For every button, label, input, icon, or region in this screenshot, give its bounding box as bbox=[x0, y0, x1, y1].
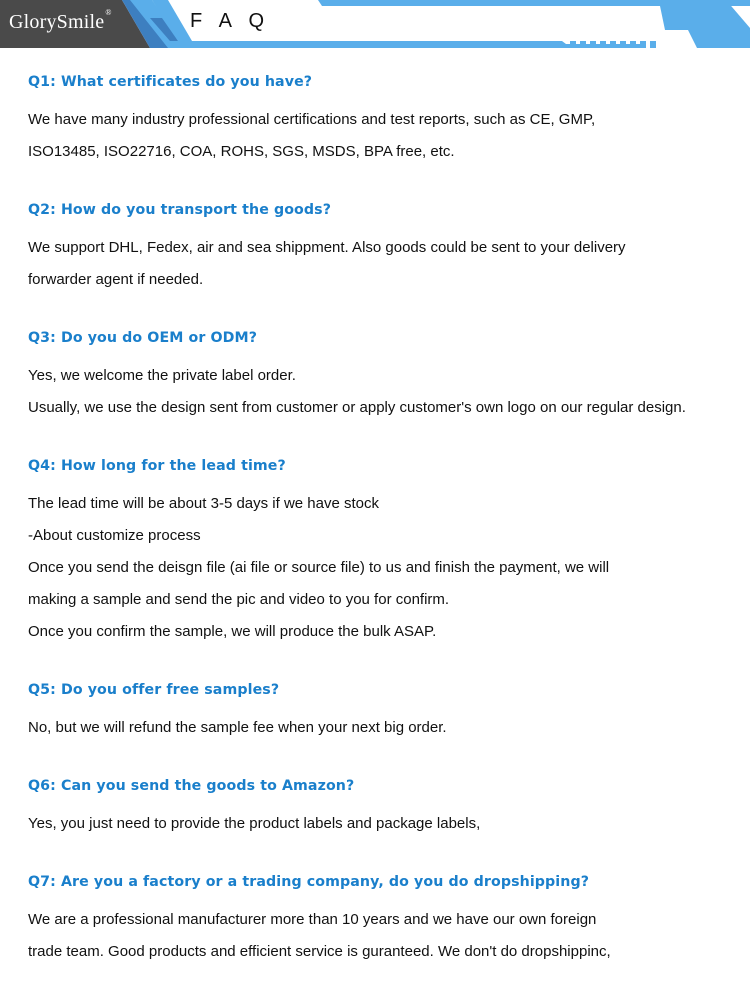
answer-line: ISO13485, ISO22716, COA, ROHS, SGS, MSDS, BPA free, etc. bbox=[28, 143, 455, 160]
faq-item-5 bbox=[28, 680, 738, 744]
answer-line: We are a professional manufacturer more than 10 years and we have our own foreign bbox=[28, 911, 597, 928]
answer-line: forwarder agent if needed. bbox=[28, 271, 204, 288]
answer-line: Yes, we welcome the private label order. bbox=[28, 367, 296, 384]
answer-line: We support DHL, Fedex, air and sea shippment. Also goods could be sent to your delivery bbox=[28, 239, 626, 256]
faq-item-1 bbox=[28, 72, 738, 168]
faq-question: Q5: Do you offer free samples? bbox=[28, 682, 280, 698]
faq-item-2 bbox=[28, 200, 738, 296]
answer-line: -About customize process bbox=[28, 527, 201, 544]
faq-answer bbox=[28, 712, 738, 744]
header-stripes-graphic bbox=[0, 0, 750, 48]
page-title: F A Q bbox=[190, 10, 271, 32]
faq-answer bbox=[28, 104, 738, 168]
faq-question: Q4: How long for the lead time? bbox=[28, 458, 286, 474]
faq-question: Q6: Can you send the goods to Amazon? bbox=[28, 778, 355, 794]
brand-logo bbox=[9, 8, 112, 34]
answer-line: Once you confirm the sample, we will produce the bulk ASAP. bbox=[28, 623, 437, 640]
faq-question: Q7: Are you a factory or a trading company, do you do dropshipping? bbox=[28, 874, 590, 890]
faq-answer bbox=[28, 232, 738, 296]
faq-list bbox=[28, 72, 738, 1000]
faq-item-4 bbox=[28, 456, 738, 648]
answer-line: Once you send the deisgn file (ai file or source file) to us and finish the payment, we will bbox=[28, 559, 610, 576]
faq-answer bbox=[28, 904, 738, 968]
brand-name: GlorySmile bbox=[9, 11, 105, 33]
answer-line: We have many industry professional certifications and test reports, such as CE, GMP, bbox=[28, 111, 596, 128]
faq-question: Q1: What certificates do you have? bbox=[28, 74, 313, 90]
answer-line: making a sample and send the pic and video to you for confirm. bbox=[28, 591, 450, 608]
answer-line: No, but we will refund the sample fee when your next big order. bbox=[28, 719, 447, 736]
faq-question: Q3: Do you do OEM or ODM? bbox=[28, 330, 258, 346]
registered-mark: ® bbox=[105, 8, 112, 17]
faq-answer bbox=[28, 360, 738, 424]
faq-answer bbox=[28, 808, 738, 840]
answer-line: The lead time will be about 3-5 days if we have stock bbox=[28, 495, 380, 512]
faq-item-7 bbox=[28, 872, 738, 968]
faq-header-banner bbox=[0, 0, 750, 48]
answer-line: Usually, we use the design sent from customer or apply customer's own logo on our regular design. bbox=[28, 399, 686, 416]
answer-line: trade team. Good products and efficient service is guranteed. We don't do dropshippinc, bbox=[28, 943, 611, 960]
faq-item-6 bbox=[28, 776, 738, 840]
answer-line: Yes, you just need to provide the product labels and package labels, bbox=[28, 815, 481, 832]
faq-answer bbox=[28, 488, 738, 648]
faq-item-3 bbox=[28, 328, 738, 424]
faq-question: Q2: How do you transport the goods? bbox=[28, 202, 332, 218]
